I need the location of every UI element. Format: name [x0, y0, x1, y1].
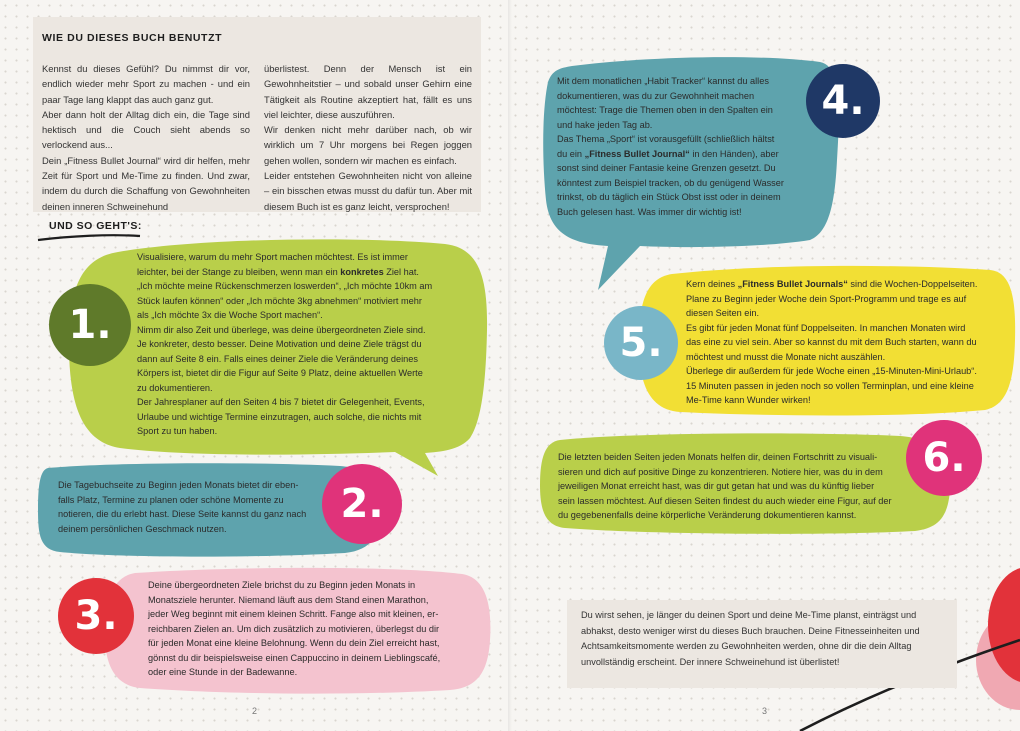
page-number-left: 2 — [252, 706, 258, 716]
closing-note-text: Du wirst sehen, je länger du deinen Sport und deine Me-Time planst, einträgst und abhakst, desto weniger wirst du dieses Buch brauchen. Deine Fitnesseinheiten und Achtsamkeitsmomente werden zu Gewohnheiten werden, ohne dir die dein Alltag unvollständig erscheint. Der innere Schweinehund ist überlistet! — [581, 610, 920, 667]
step-1-text-part: Visualisiere, warum du mehr Sport machen möchtest. Es ist immer leichter, bei der Stange zu bleiben, wenn man ein — [137, 252, 408, 277]
step-1-number: 1. — [49, 284, 131, 366]
step-2-text: Die Tagebuchseite zu Beginn jeden Monats bietet dir eben- falls Platz, Termine zu planen oder schöne Momente zu notieren, die du erlebt hast. Diese Seite kannst du ganz nach deinem persönlichen Geschmack nutzen. — [58, 480, 307, 534]
step-2-number: 2. — [322, 464, 402, 544]
intro-heading: WIE DU DIESES BUCH BENUTZT — [42, 32, 223, 44]
step-3-text: Deine übergeordneten Ziele brichst du zu Beginn jeden Monats in Monatsziele herunter. Niemand läuft aus dem Stand einen Marathon, jeder Weg beginnt mit einem kleinen Schritt. Fange also mit kleinen, er- reichbaren Zielen an. Um dich zusätzlich zu motivieren, überlegst du dir für jeden Monat eine kleine Belohnung. Wenn du dein Ziel erreicht hast, gönnst du dir beispielsweise einen Cappuccino in deinem Lieblingscafé, oder eine Stunde in der Badewanne. — [148, 580, 441, 677]
page-number-right: 3 — [762, 706, 768, 716]
step-3-number: 3. — [58, 578, 134, 654]
step-5-number: 5. — [604, 306, 678, 380]
intro-box — [33, 17, 481, 212]
step-1-bold: konkretes — [340, 266, 384, 277]
step-5-bold: „Fitness Bullet Journals“ — [737, 279, 848, 289]
step-4-number: 4. — [806, 64, 880, 138]
intro-column-2: überlistest. Denn der Mensch ist ein Gewohnheitstier – und sobald unser Gehirn eine Tätigkeit als Routine akzeptiert hat, fällt es uns viel leichter, diese auszuführen. Wir denken nicht mehr darüber nach, ob wir wirklich um 7 Uhr morgens bei Regen joggen gehen wollen, sondern wir machen es einfach. Leider entstehen Gewohnheiten nicht von alleine – ein bisschen etwas musst du dafür tun. Aber mit diesem Buch ist es ganz leicht, versprochen! — [264, 63, 472, 212]
subheading-underline — [38, 235, 140, 240]
step-6-text: Die letzten beiden Seiten jeden Monats helfen dir, deinen Fortschritt zu visuali- sieren und dich auf positive Dinge zu konzentrieren. Notiere hier, was du in dem jeweiligen Monat erreicht hast, was dir gut getan hat und was du künftig lieber sein lassen möchtest. Auf diesen Seiten findest du auch wieder eine Figur, auf der du gegebenenfalls deine körperliche Veränderung dokumentieren kannst. — [558, 452, 892, 520]
step-1-text — [137, 250, 477, 439]
closing-note — [567, 600, 957, 688]
step-5-text-part: sind die Wochen-Doppelseiten. Plane zu Beginn jeder Woche dein Sport-Programm und trage es auf diesen Seiten ein. Es gibt für jeden Monat fünf Doppelseiten. In manchen Monaten wird das eine zu viel sein. Aber so kannst du mit dem Buch starten, wann du möchtest und musst die Monate nicht auszählen. Überlege dir außerdem für jede Woche einen „15-Minuten-Mini-Urlaub“. 15 Minuten passen in jeden noch so vollen Terminplan, und eine kleine Me-Time kann Wunder wirken! — [686, 279, 978, 405]
step-5-text — [686, 277, 1006, 408]
step-4-text — [557, 74, 817, 219]
subheading: UND SO GEHT'S: — [49, 220, 142, 232]
step-5-text-part: Kern deines — [686, 279, 738, 289]
step-6-number: 6. — [906, 420, 982, 496]
step-1-text-part: Ziel hat. „Ich möchte meine Rückenschmerzen loswerden“, „Ich möchte 10km am Stück laufen können“ oder „Ich möchte 3kg abnehmen“ motiviert mehr als „Ich möchte 3x die Woche Sport machen“. Nimm dir also Zeit und überlege, was deine übergeordneten Ziele sind. Je konkreter, desto besser. Deine Motivation und deine Ziele trägst du dann auf Seite 8 ein. Falls eines deiner Ziele die Veränderung deines Körpers ist, bietet dir die Figur auf Seite 9 Platz, deine aktuellen Werte zu dokumentieren. Der Jahresplaner auf den Seiten 4 bis 7 bietet dir Gelegenheit, Events, Urlaube und wichtige Termine einzutragen, auch solche, die nichts mit Sport zu tun haben. — [137, 266, 433, 436]
step-4-text-part: Mit dem monatlichen „Habit Tracker“ kannst du alles dokumentieren, was du zur Gewohnheit machen möchtest: Trage die Themen oben in den Spalten ein und hake jeden Tag ab. Das Thema „Sport“ ist vorausgefüllt (schließlich hältst du ein — [557, 76, 775, 159]
step-4-text-part: in den Händen), aber sonst sind deiner Fantasie keine Grenzen gesetzt. Du könntest zum Beispiel tracken, ob du genügend Wasser trinkst, ob du täglich ein Stück Obst isst oder in deinem Buch gelesen hast. Was immer dir wichtig ist! — [557, 148, 784, 217]
intro-column-1: Kennst du dieses Gefühl? Du nimmst dir vor, endlich wieder mehr Sport zu machen - und ein paar Tage lang klappt das auch ganz gut. Aber dann holt der Alltag dich ein, die Tage sind hektisch und die Couch sieht abends so verlockend aus... Dein „Fitness Bullet Journal“ wird dir helfen, mehr Zeit für Sport und Me-Time zu finden. Und zwar, indem du durch die Schaffung von Gewohnheiten deinen inneren Schweinehund — [42, 63, 250, 212]
step-4-bold: „Fitness Bullet Journal“ — [584, 148, 690, 159]
